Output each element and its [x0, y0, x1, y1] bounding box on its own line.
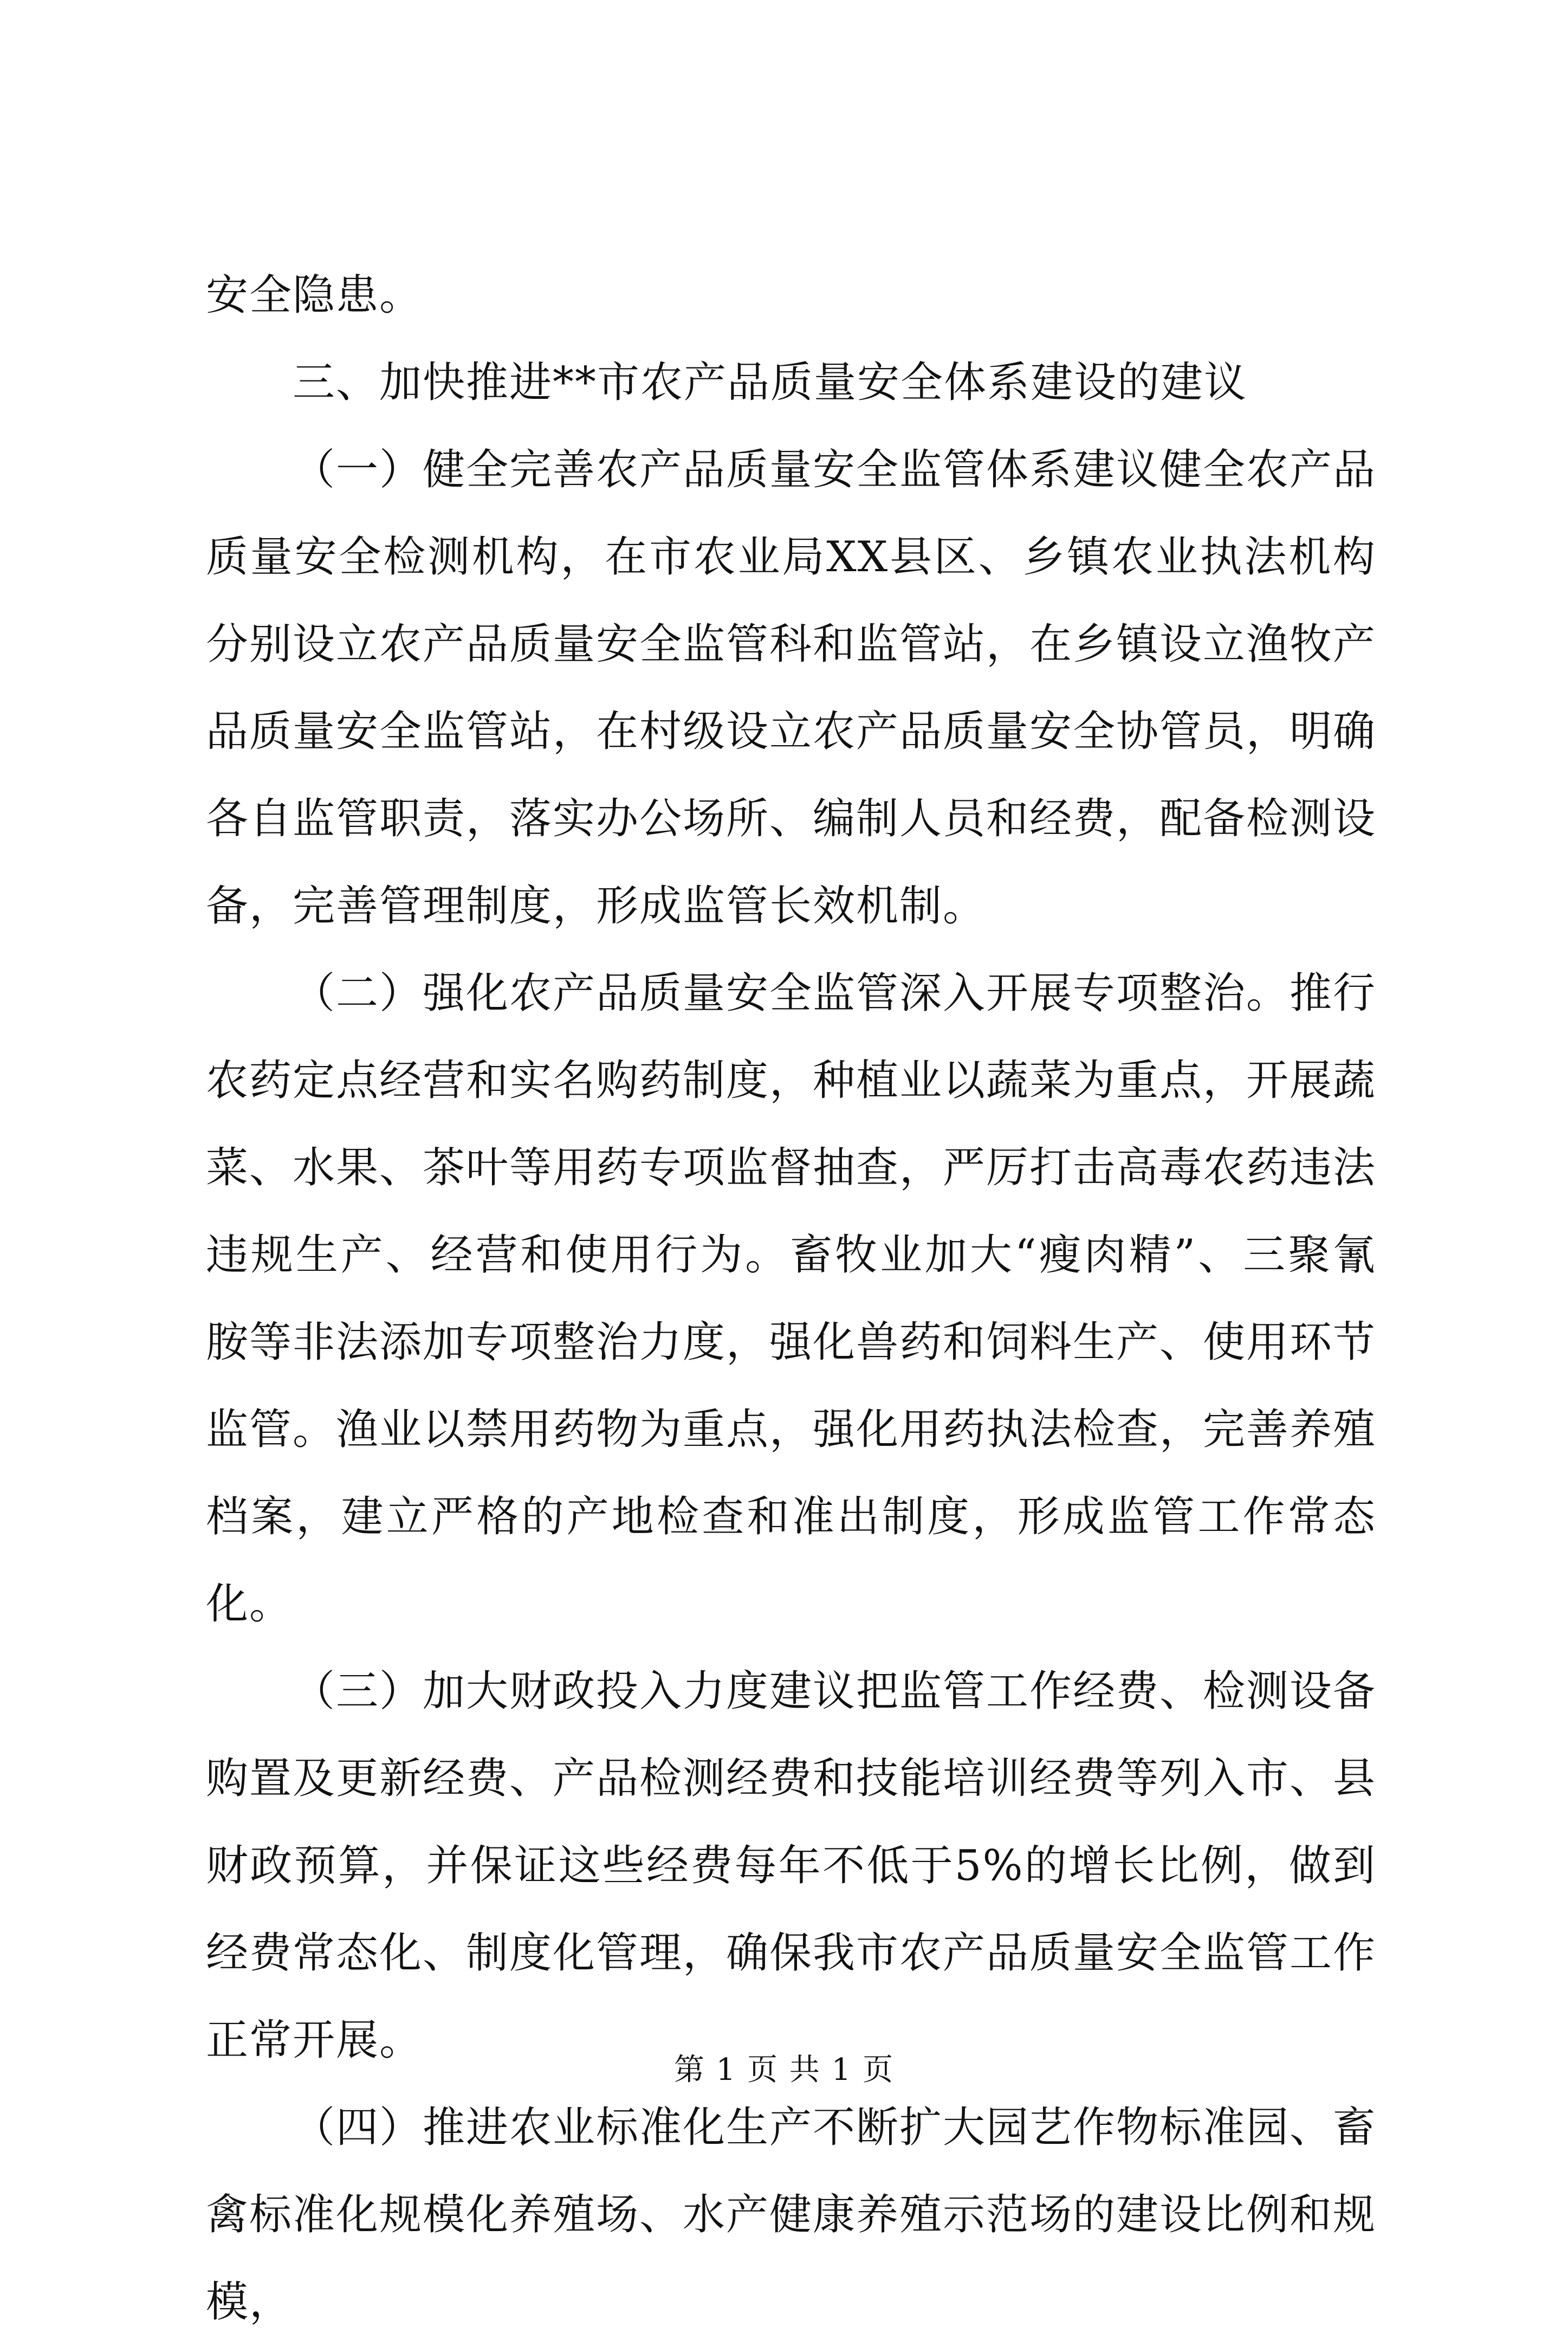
paragraph-item-2: （二）强化农产品质量安全监管深入开展专项整治。推行农药定点经营和实名购药制度，种植业以蔬菜为重点，开展蔬菜、水果、茶叶等用药专项监督抽查，严厉打击高毒农药违法违规生产、经营和使用行为。畜牧业加大“瘦肉精”、三聚氰胺等非法添加专项整治力度，强化兽药和饲料生产、使用环节监管。渔业以禁用药物为重点，强化用药执法检查，完善养殖档案，建立严格的产地检查和准出制度，形成监管工作常态化。 — [206, 969, 1377, 1628]
paragraph-item-1: （一）健全完善农产品质量安全监管体系建议健全农产品质量安全检测机构，在市农业局XX县区、乡镇农业执法机构分别设立农产品质量安全监管科和监管站，在乡镇设立渔牧产品质量安全监管站，在村级设立农产品质量安全协管员，明确各自监管职责，落实办公场所、编制人员和经费，配备检测设备，完善管理制度，形成监管长效机制。 — [206, 445, 1377, 930]
paragraph-continuation: 安全隐患。 — [206, 271, 423, 320]
document-body — [206, 252, 1376, 2346]
paragraph-item-3: （三）加大财政投入力度建议把监管工作经费、检测设备购置及更新经费、产品检测经费和技能培训经费等列入市、县财政预算，并保证这些经费每年不低于5%的增长比例，做到经费常态化、制度化管理，确保我市农产品质量安全监管工作正常开展。 — [206, 1667, 1377, 2065]
page-footer: 第 1 页 共 1 页 — [673, 2052, 895, 2088]
section-heading: 三、加快推进**市农产品质量安全体系建设的建议 — [293, 358, 1248, 407]
paragraph-item-4: （四）推进农业标准化生产不断扩大园艺作物标准园、畜禽标准化规模化养殖场、水产健康养殖示范场的建设比例和规模， — [206, 2103, 1377, 2326]
